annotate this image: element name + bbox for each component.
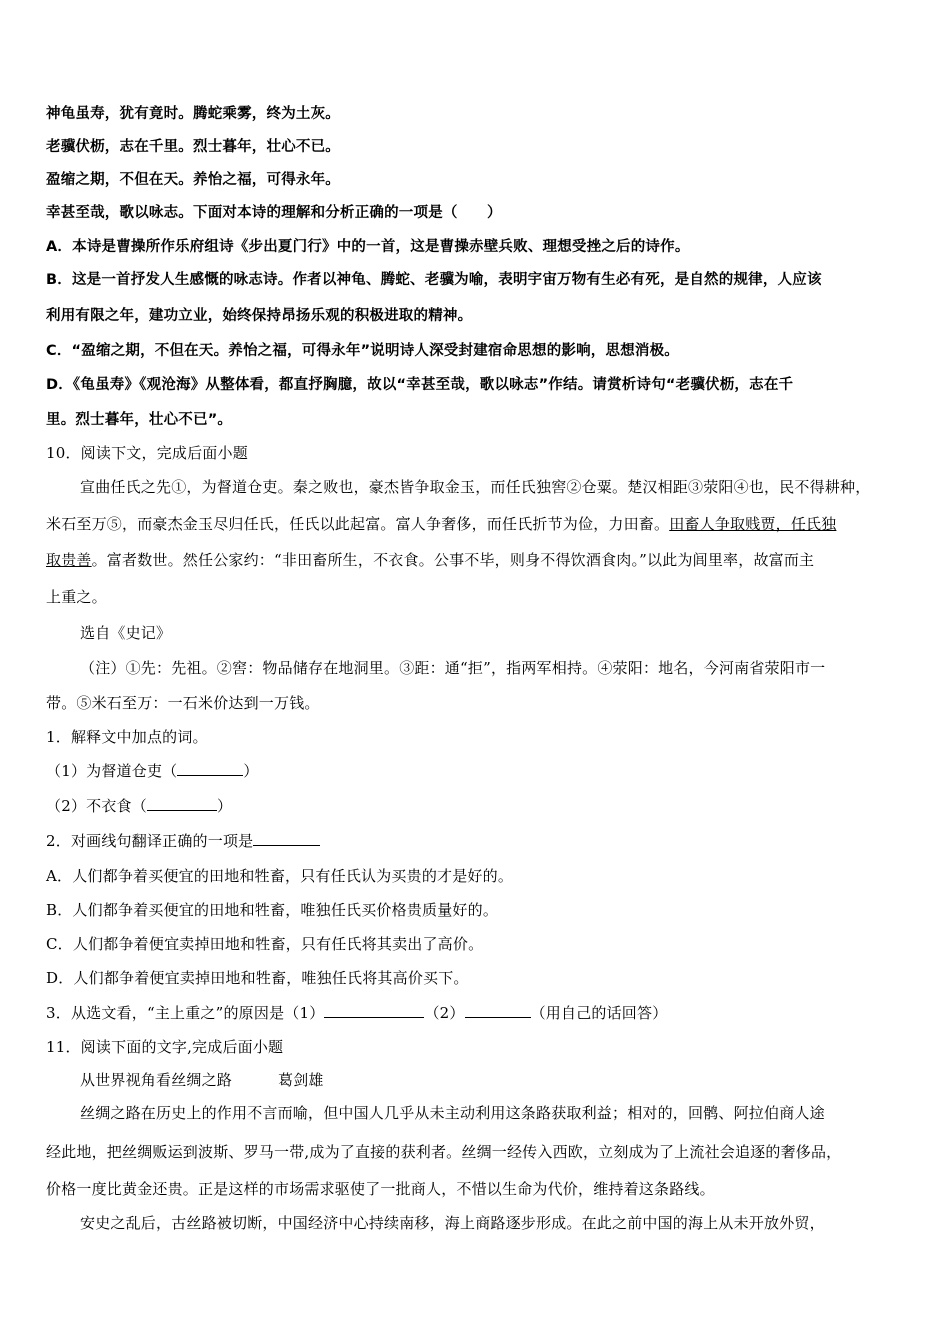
item-text: ） [243, 762, 259, 780]
poem-line-2: 老骥伏枥，志在千里。烈士暮年，壮心不已。 [46, 139, 340, 155]
item-text: （2）不衣食（ [46, 797, 147, 815]
item-text: （1）为督道仓吏（ [46, 762, 178, 780]
underlined-sentence-part-1: 田畜人争取贱贾，任氏独 [669, 515, 837, 533]
q10-passage-line-4: 上重之。 [46, 588, 107, 606]
underlined-sentence-part-2: 取贵善 [46, 551, 92, 569]
answer-blank[interactable] [253, 831, 320, 846]
answer-blank[interactable] [465, 1003, 531, 1018]
answer-blank[interactable] [147, 796, 217, 811]
poem-line-4-question: 幸甚至哉，歌以咏志。下面对本诗的理解和分析正确的一项是（ ） [46, 205, 502, 221]
option-a: A．本诗是曹操所作乐府组诗《步出夏门行》中的一首，这是曹操赤壁兵败、理想受挫之后的诗作。 [46, 239, 690, 255]
passage-text: 米石至万⑤，而豪杰金玉尽归任氏，任氏以此起富。富人争奢侈，而任氏折节为俭，力田畜。 [46, 515, 670, 533]
q11-passage-line-1: 丝绸之路在历史上的作用不言而喻，但中国人几乎从未主动利用这条路获取利益；相对的，回鹘、阿拉伯商人途 [80, 1104, 825, 1122]
q10-sub1: 1．解释文中加点的词。 [46, 728, 208, 746]
q10-passage-line-3 [46, 550, 814, 570]
q10-option-c: C．人们都争着便宜卖掉田地和牲畜，只有任氏将其卖出了高价。 [46, 935, 484, 953]
option-d-line-1: D．《龟虽寿》《观沧海》从整体看，都直抒胸臆，故以“幸甚至哉，歌以咏志”作结。请赏析诗句“老骥伏枥，志在千 [46, 377, 794, 393]
q11-passage-line-3: 价格一度比黄金还贵。正是这样的市场需求驱使了一批商人，不惜以生命为代价，维持着这条路线。 [46, 1180, 715, 1198]
q10-sub2 [46, 831, 320, 851]
passage-text: 。富者数世。然任公家约：“非田畜所生，不衣食。公事不毕，则身不得饮酒食肉。”以此为闾里率，故富而主 [91, 551, 815, 569]
option-b-line-2: 利用有限之年，建功立业，始终保持昂扬乐观的积极进取的精神。 [46, 308, 473, 324]
q10-notes-line-1: （注）①先：先祖。②窖：物品储存在地洞里。③距：通“拒”，指两军相持。④荥阳：地名，今河南省荥阳市一 [80, 659, 826, 677]
article-title: 从世界视角看丝绸之路 [80, 1071, 233, 1089]
item-text: 3．从选文看，“主上重之”的原因是（1） [46, 1004, 325, 1022]
q10-notes-line-2: 带。⑤米石至万：一石米价达到一万钱。 [46, 694, 320, 712]
q10-title: 10．阅读下文，完成后面小题 [46, 444, 248, 462]
item-text: （2） [424, 1004, 465, 1022]
q10-option-b: B．人们都争着买便宜的田地和牲畜，唯独任氏买价格贵质量好的。 [46, 901, 499, 919]
q10-passage-line-2 [46, 514, 836, 534]
article-author: 葛剑雄 [278, 1071, 324, 1089]
poem-line-3: 盈缩之期，不但在天。养怡之福，可得永年。 [46, 172, 340, 188]
option-b-line-1: B．这是一首抒发人生感慨的咏志诗。作者以神龟、腾蛇、老骥为喻，表明宇宙万物有生必有死，是自然的规律，人应该 [46, 272, 822, 288]
q10-option-d: D．人们都争着便宜卖掉田地和牲畜，唯独任氏将其高价买下。 [46, 969, 469, 987]
item-text: 2．对画线句翻译正确的一项是 [46, 832, 254, 850]
option-c: C．“盈缩之期，不但在天。养怡之福，可得永年”说明诗人深受封建宿命思想的影响，思想消极。 [46, 343, 679, 359]
q10-sub1-item-2 [46, 796, 232, 816]
answer-blank[interactable] [324, 1003, 424, 1018]
option-d-line-2: 里。烈士暮年，壮心不已”。 [46, 412, 233, 428]
q11-passage-line-4: 安史之乱后，古丝路被切断，中国经济中心持续南移，海上商路逐步形成。在此之前中国的海上从未开放外贸， [80, 1214, 825, 1232]
poem-line-1: 神龟虽寿，犹有竟时。腾蛇乘雾，终为土灰。 [46, 106, 340, 122]
q10-source: 选自《史记》 [80, 624, 172, 642]
item-text: ） [216, 797, 233, 815]
q11-article-heading [80, 1070, 324, 1090]
answer-blank[interactable] [177, 761, 243, 776]
item-text: （用自己的话回答） [530, 1004, 668, 1022]
q10-sub1-item-1 [46, 761, 259, 781]
q11-passage-line-2: 经此地，把丝绸贩运到波斯、罗马一带,成为了直接的获利者。丝绸一经传入西欧，立刻成为了上流社会追逐的奢侈品， [46, 1143, 842, 1161]
q10-option-a: A．人们都争着买便宜的田地和牲畜，只有任氏认为买贵的才是好的。 [46, 867, 514, 885]
q10-sub3 [46, 1003, 667, 1023]
q11-title: 11．阅读下面的文字,完成后面小题 [46, 1038, 284, 1056]
q10-passage-line-1: 宣曲任氏之先①，为督道仓吏。秦之败也，豪杰皆争取金玉，而任氏独窖②仓粟。楚汉相距③荥阳④也，民不得耕种， [80, 478, 871, 496]
